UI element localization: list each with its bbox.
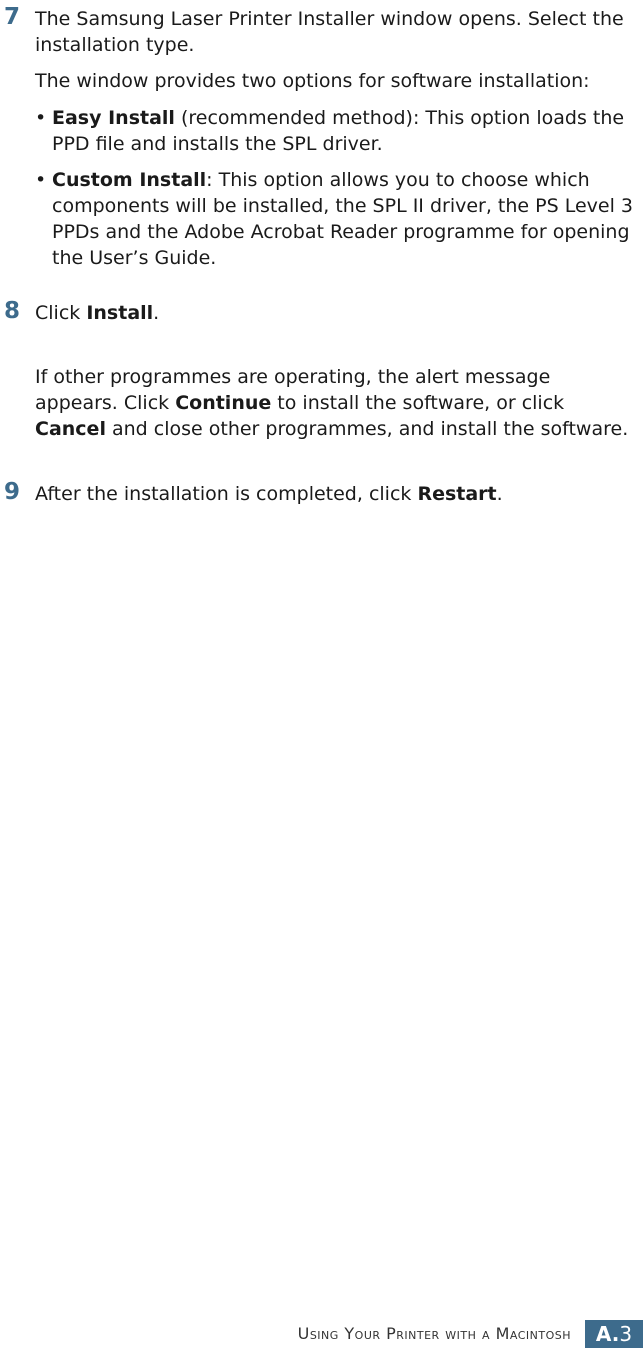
step-number: 9 (4, 479, 21, 505)
step-note (35, 364, 635, 442)
option-term: Easy Install (52, 107, 175, 129)
bullet-icon: • (35, 107, 47, 129)
restart-label: Restart (417, 483, 497, 505)
step-instruction (35, 481, 635, 507)
install-label: Install (86, 302, 154, 324)
list-item-text (52, 167, 637, 271)
page-number: 3 (619, 1322, 633, 1346)
step-instruction (35, 300, 635, 326)
step-number: 8 (4, 298, 21, 324)
step-description: The window provides two options for software installation: (35, 70, 590, 92)
instruction-punct: . (153, 302, 160, 324)
cancel-label: Cancel (35, 418, 106, 440)
page-footer (298, 1320, 643, 1348)
instruction-punct: . (496, 483, 503, 505)
note-text: to install the software, or click (271, 392, 565, 414)
note-text: and close other programmes, and install the software. (105, 418, 629, 440)
bullet-icon: • (35, 169, 47, 191)
continue-label: Continue (175, 392, 272, 414)
option-term: Custom Install (52, 169, 207, 191)
option-description: (recommended method): This option loads the PPD file and installs the SPL driver. (52, 107, 625, 155)
instruction-text: After the installation is completed, click (35, 483, 418, 505)
list-item-text (52, 105, 637, 157)
step-instruction: The Samsung Laser Printer Installer window opens. Select the installation type. (35, 8, 624, 56)
page-number-badge (585, 1320, 643, 1348)
chapter-title: Using Your Printer with a Macintosh (297, 1324, 571, 1343)
instruction-text: Click (35, 302, 87, 324)
page-prefix: A. (595, 1322, 620, 1346)
note-text: If other programmes are operating, the alert message appears. Click (35, 366, 551, 414)
step-number: 7 (4, 4, 21, 30)
option-description: : This option allows you to choose which components will be installed, the SPL II driver, the PS Level 3 PPDs and the Adobe Acrobat Reader programme for opening the User’s Guide. (52, 169, 633, 269)
